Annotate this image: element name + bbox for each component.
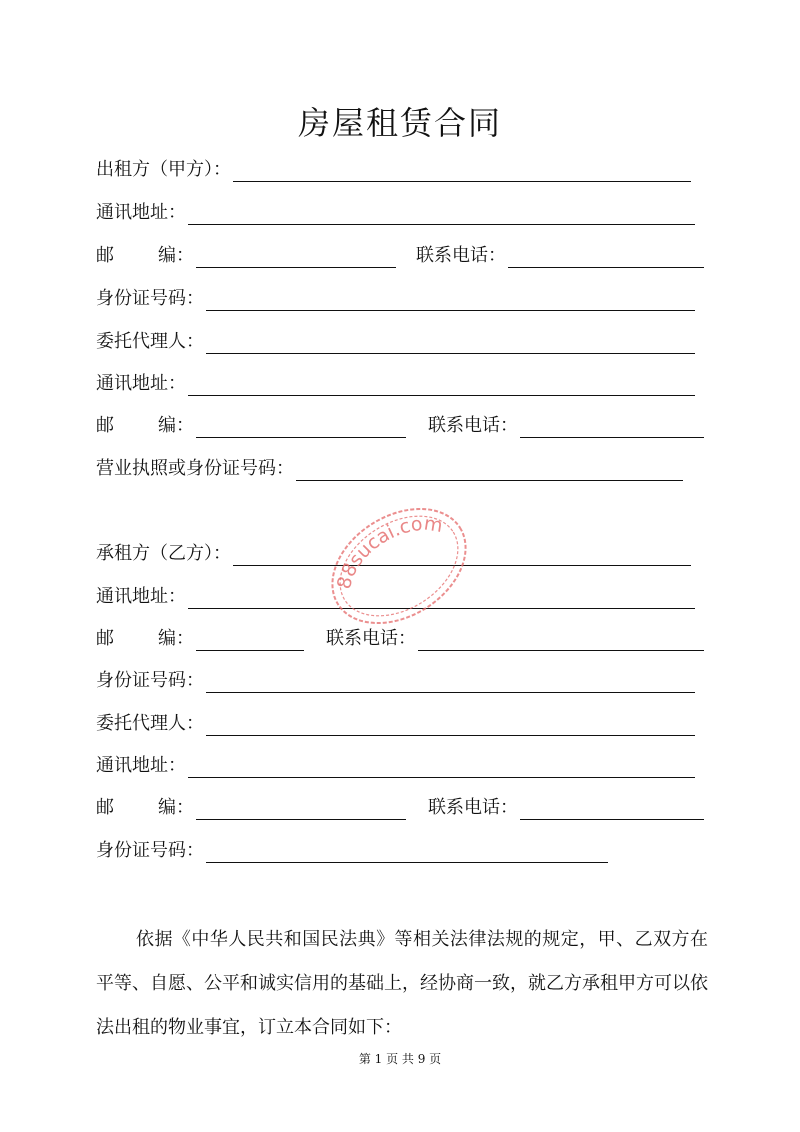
lessee-agent-postcode-row <box>96 790 704 820</box>
lessor-agent-phone-field[interactable] <box>520 415 704 438</box>
postcode-char-2: 编： <box>158 415 194 436</box>
lessor-phone-label: 联系电话： <box>416 245 506 266</box>
lessor-name-label: 出租方（甲方）： <box>96 159 231 180</box>
preamble-paragraph: 依据《中华人民共和国民法典》等相关法律法规的规定，甲、乙双方在平等、自愿、公平和诚实信用的基础上，经协商一致，就乙方承租甲方可以依法出租的物业事宜，订立本合同如下： <box>96 929 708 1038</box>
lessor-postcode-label <box>96 244 194 268</box>
lessor-address-label: 通讯地址： <box>96 202 186 223</box>
lessee-agent-address-row <box>96 748 695 778</box>
lessee-id-row <box>96 663 695 693</box>
lessor-agent-label: 委托代理人： <box>96 331 204 352</box>
lessee-agent-postcode-field[interactable] <box>196 797 406 820</box>
lessee-agent-phone-field[interactable] <box>520 797 704 820</box>
lessor-agent-address-label: 通讯地址： <box>96 373 186 394</box>
lessor-address-row <box>96 195 695 225</box>
lessee-postcode-label <box>96 627 194 651</box>
lessor-agent-postcode-label <box>96 414 194 438</box>
lessor-name-row <box>96 152 691 182</box>
watermark-stamp <box>322 508 476 624</box>
postcode-char-1: 邮 <box>96 245 114 266</box>
lessee-agent-label: 委托代理人： <box>96 713 204 734</box>
lessor-id-row <box>96 281 695 311</box>
lessor-address-field[interactable] <box>188 202 695 225</box>
lessee-phone-label: 联系电话： <box>326 628 416 649</box>
lessor-agent-phone-label: 联系电话： <box>428 415 518 436</box>
lessee-postcode-row <box>96 621 704 651</box>
page-footer: 第 1 页 共 9 页 <box>358 1052 442 1066</box>
lessor-license-label: 营业执照或身份证号码： <box>96 458 294 479</box>
stamp-text: 88sucai.com <box>333 512 445 592</box>
lessor-agent-field[interactable] <box>206 331 695 354</box>
lessor-id-field[interactable] <box>206 288 695 311</box>
lessee-postcode-field[interactable] <box>196 628 304 651</box>
lessor-agent-postcode-field[interactable] <box>196 415 406 438</box>
lessor-license-row <box>96 451 683 481</box>
lessee-agent-address-field[interactable] <box>188 755 695 778</box>
lessee-address-label: 通讯地址： <box>96 586 186 607</box>
postcode-char-1: 邮 <box>96 628 114 649</box>
postcode-char-1: 邮 <box>96 415 114 436</box>
lessee-agent-id-field[interactable] <box>206 840 608 863</box>
document-title: 房屋租赁合同 <box>297 104 502 142</box>
lessee-agent-postcode-label <box>96 796 194 820</box>
lessor-license-field[interactable] <box>296 458 683 481</box>
lessee-agent-row <box>96 706 695 736</box>
lessor-agent-address-row <box>96 366 695 396</box>
lessor-name-field[interactable] <box>233 159 691 182</box>
lessee-agent-id-row <box>96 833 608 863</box>
lessor-postcode-row <box>96 238 704 268</box>
lessee-id-field[interactable] <box>206 670 695 693</box>
postcode-char-2: 编： <box>158 628 194 649</box>
lessee-agent-phone-label: 联系电话： <box>428 797 518 818</box>
lessor-agent-row <box>96 324 695 354</box>
lessor-id-label: 身份证号码： <box>96 288 204 309</box>
postcode-char-2: 编： <box>158 797 194 818</box>
lessor-agent-address-field[interactable] <box>188 373 695 396</box>
postcode-char-1: 邮 <box>96 797 114 818</box>
lessee-agent-address-label: 通讯地址： <box>96 755 186 776</box>
lessee-name-label: 承租方（乙方）： <box>96 543 231 564</box>
lessee-agent-field[interactable] <box>206 713 695 736</box>
lessor-phone-field[interactable] <box>508 245 704 268</box>
lessee-phone-field[interactable] <box>418 628 704 651</box>
postcode-char-2: 编： <box>158 245 194 266</box>
lessor-agent-postcode-row <box>96 408 704 438</box>
lessor-postcode-field[interactable] <box>196 245 396 268</box>
lessee-id-label: 身份证号码： <box>96 670 204 691</box>
lessee-agent-id-label: 身份证号码： <box>96 840 204 861</box>
